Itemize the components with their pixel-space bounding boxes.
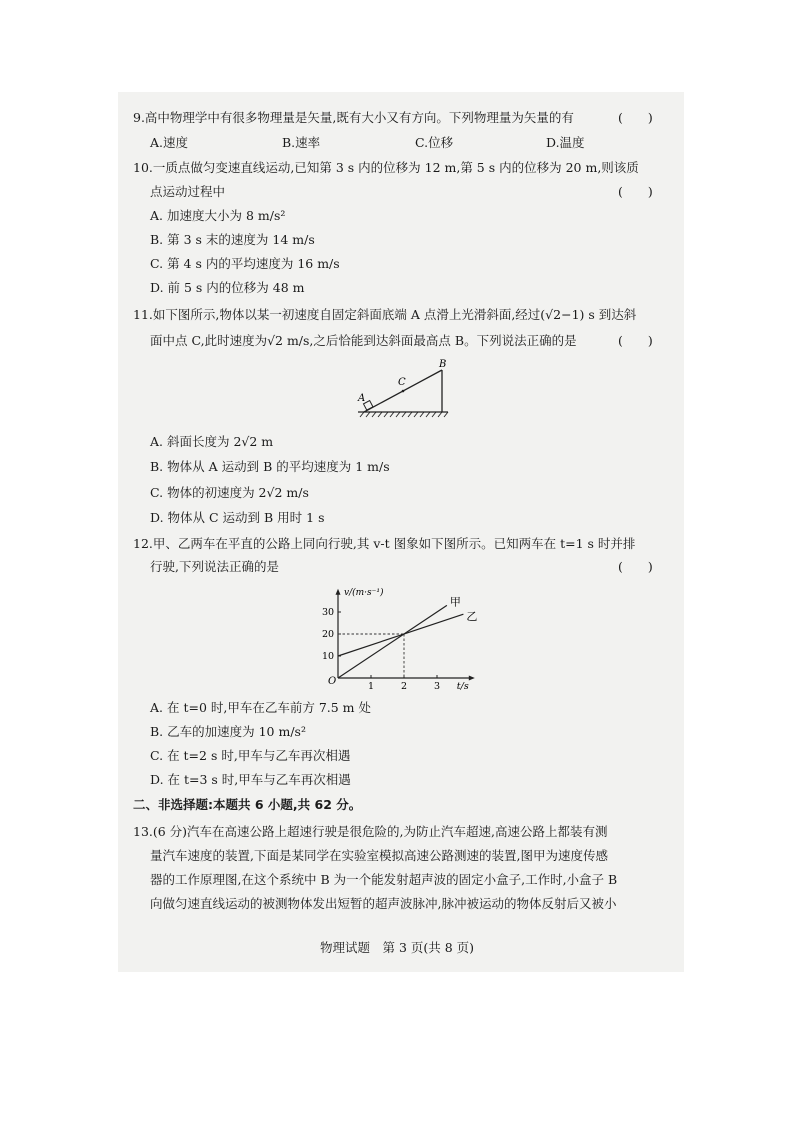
q10-option-a: A. 加速度大小为 8 m/s² xyxy=(150,208,286,223)
page-footer: 物理试题 第 3 页(共 8 页) xyxy=(319,940,475,955)
series-line-2 xyxy=(338,614,463,656)
q11-stem-line2: 面中点 C,此时速度为√2 m/s,之后恰能到达斜面最高点 B。下列说法正确的是 xyxy=(150,333,577,348)
y-tick-label: 10 xyxy=(322,651,335,662)
q12-stem-line1: 12.甲、乙两车在平直的公路上同向行驶,其 v-t 图象如下图所示。已知两车在 t=1 s 时并排 xyxy=(133,536,636,551)
x-tick-label: 1 xyxy=(368,681,375,692)
q12-stem-line2: 行驶,下列说法正确的是 xyxy=(150,559,279,574)
series-label-2: 乙 xyxy=(466,610,478,624)
q13-line2: 量汽车速度的装置,下面是某同学在实验室模拟高速公路测速的装置,图甲为速度传感 xyxy=(150,848,608,863)
point-b-label: B xyxy=(439,359,447,370)
scanned-page xyxy=(118,92,684,972)
series-line-1 xyxy=(338,605,447,678)
x-tick-label: 2 xyxy=(401,681,408,692)
q10-option-b: B. 第 3 s 末的速度为 14 m/s xyxy=(150,232,315,247)
q11-answer-paren: ( ) xyxy=(618,333,653,348)
q10-option-c: C. 第 4 s 内的平均速度为 16 m/s xyxy=(150,256,340,271)
vt-chart xyxy=(318,582,498,694)
q10-option-d: D. 前 5 s 内的位移为 48 m xyxy=(150,280,305,295)
q9-option-c: C.位移 xyxy=(415,135,454,150)
x-tick-label: 3 xyxy=(434,681,441,692)
q10-stem-line1: 10.一质点做匀变速直线运动,已知第 3 s 内的位移为 12 m,第 5 s 内的位移为 20 m,则该质 xyxy=(133,160,639,175)
y-tick-label: 30 xyxy=(322,607,335,618)
q11-option-c: C. 物体的初速度为 2√2 m/s xyxy=(150,485,309,500)
y-axis-arrow xyxy=(336,589,341,595)
point-c-label: C xyxy=(398,377,406,388)
incline-figure xyxy=(352,358,462,422)
q9-option-a: A.速度 xyxy=(150,135,189,150)
y-axis-label: v/(m·s⁻¹) xyxy=(344,587,384,598)
point-a-label: A xyxy=(358,393,366,404)
q11-option-a: A. 斜面长度为 2√2 m xyxy=(150,434,274,449)
q11-stem-line1: 11.如下图所示,物体以某一初速度自固定斜面底端 A 点滑上光滑斜面,经过(√2−1) s 到达斜 xyxy=(133,307,637,322)
q13-line3: 器的工作原理图,在这个系统中 B 为一个能发射超声波的固定小盒子,工作时,小盒子 B xyxy=(150,872,618,887)
q10-stem-line2: 点运动过程中 xyxy=(150,184,226,199)
q13-line4: 向做匀速直线运动的被测物体发出短暂的超声波脉冲,脉冲被运动的物体反射后又被小 xyxy=(150,896,617,911)
section2-heading: 二、非选择题:本题共 6 小题,共 62 分。 xyxy=(133,797,362,812)
q13-line1: 13.(6 分)汽车在高速公路上超速行驶是很危险的,为防止汽车超速,高速公路上都装有测 xyxy=(133,824,608,839)
q9-answer-paren: ( ) xyxy=(618,110,653,125)
q9-option-b: B.速率 xyxy=(282,135,321,150)
q10-answer-paren: ( ) xyxy=(618,184,653,199)
q12-option-b: B. 乙车的加速度为 10 m/s² xyxy=(150,724,306,739)
q12-option-c: C. 在 t=2 s 时,甲车与乙车再次相遇 xyxy=(150,748,351,763)
x-axis-label: t/s xyxy=(456,681,469,692)
q9-option-d: D.温度 xyxy=(546,135,585,150)
x-axis-arrow xyxy=(469,676,475,681)
q12-answer-paren: ( ) xyxy=(618,559,653,574)
y-tick-label: 20 xyxy=(322,629,335,640)
ground-hatching xyxy=(360,412,448,417)
q11-option-b: B. 物体从 A 运动到 B 的平均速度为 1 m/s xyxy=(150,459,390,474)
series-label-1: 甲 xyxy=(449,595,461,609)
q12-option-a: A. 在 t=0 时,甲车在乙车前方 7.5 m 处 xyxy=(150,700,371,715)
point-c-dot xyxy=(402,390,405,393)
origin-label: O xyxy=(328,676,337,687)
q12-option-d: D. 在 t=3 s 时,甲车与乙车再次相遇 xyxy=(150,772,351,787)
q11-option-d: D. 物体从 C 运动到 B 用时 1 s xyxy=(150,510,325,525)
q9-stem: 9.高中物理学中有很多物理量是矢量,既有大小又有方向。下列物理量为矢量的有 xyxy=(133,110,574,125)
